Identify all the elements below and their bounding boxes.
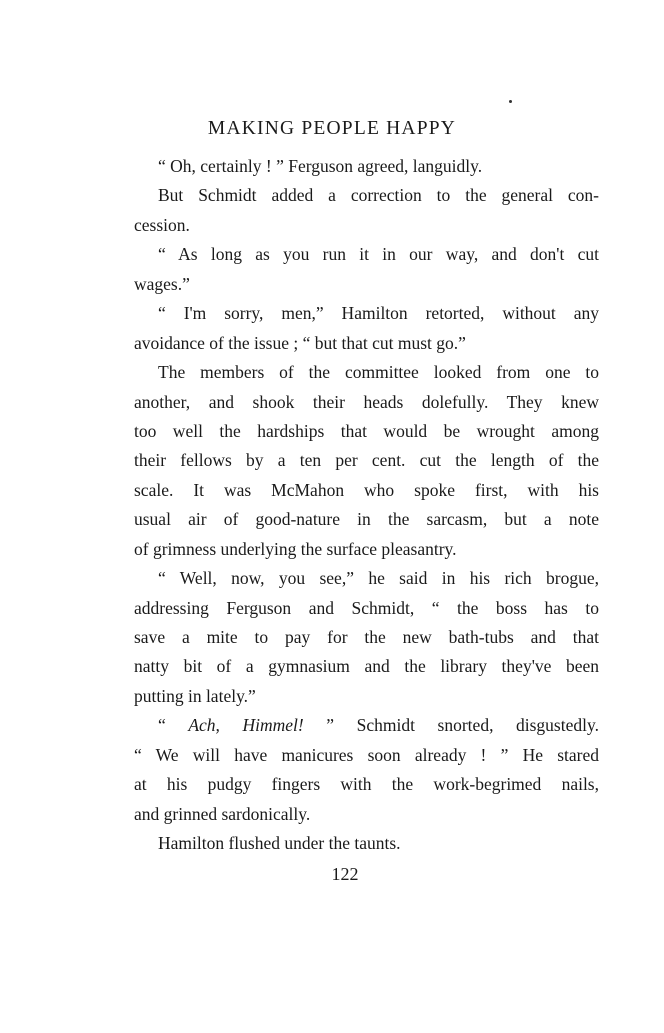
text-line: save a mite to pay for the new bath-tubs and that	[134, 627, 599, 647]
print-speck	[509, 100, 512, 103]
text-line: wages.”	[134, 273, 190, 294]
text-line: of grimness underlying the surface pleasantry.	[134, 538, 457, 559]
text-line: scale. It was McMahon who spoke first, with his	[134, 479, 599, 500]
text-line: “ We will have manicures soon already ! ” He stared	[134, 744, 599, 765]
text-line: “ Ach, Himmel! ” Schmidt snorted, disgustedly.	[158, 715, 599, 736]
text-line: “ I'm sorry, men,” Hamilton retorted, without any	[158, 303, 599, 324]
text-line: addressing Ferguson and Schmidt, “ the boss has to	[134, 597, 599, 618]
text-line: another, and shook their heads dolefully. They knew	[134, 391, 599, 412]
page-number: 122	[331, 864, 359, 884]
italic-phrase: Ach, Himmel!	[188, 715, 304, 736]
text-line: “ Oh, certainly ! ” Ferguson agreed, languidly.	[158, 156, 483, 176]
text-line: natty bit of a gymnasium and the library they've been	[134, 656, 599, 677]
text-line: too well the hardships that would be wrought among	[134, 420, 599, 441]
text-line: “ As long as you run it in our way, and don't cut	[158, 244, 599, 265]
running-head: MAKING PEOPLE HAPPY	[207, 118, 457, 139]
text-line: usual air of good-nature in the sarcasm, but a note	[134, 509, 599, 530]
text-line: But Schmidt added a correction to the general con-	[158, 185, 599, 206]
text-line: The members of the committee looked from one to	[158, 362, 599, 383]
text-line: at his pudgy fingers with the work-begrimed nails,	[134, 774, 599, 795]
text-line: putting in lately.”	[134, 685, 256, 706]
text-line: and grinned sardonically.	[134, 803, 311, 824]
text-line: avoidance of the issue ; “ but that cut must go.”	[134, 332, 466, 353]
text-line: Hamilton flushed under the taunts.	[158, 833, 401, 854]
body-text	[134, 152, 599, 859]
text-line: their fellows by a ten per cent. cut the length of the	[134, 450, 599, 471]
text-line: “ Well, now, you see,” he said in his rich brogue,	[158, 568, 599, 589]
text-line: cession.	[134, 214, 190, 235]
